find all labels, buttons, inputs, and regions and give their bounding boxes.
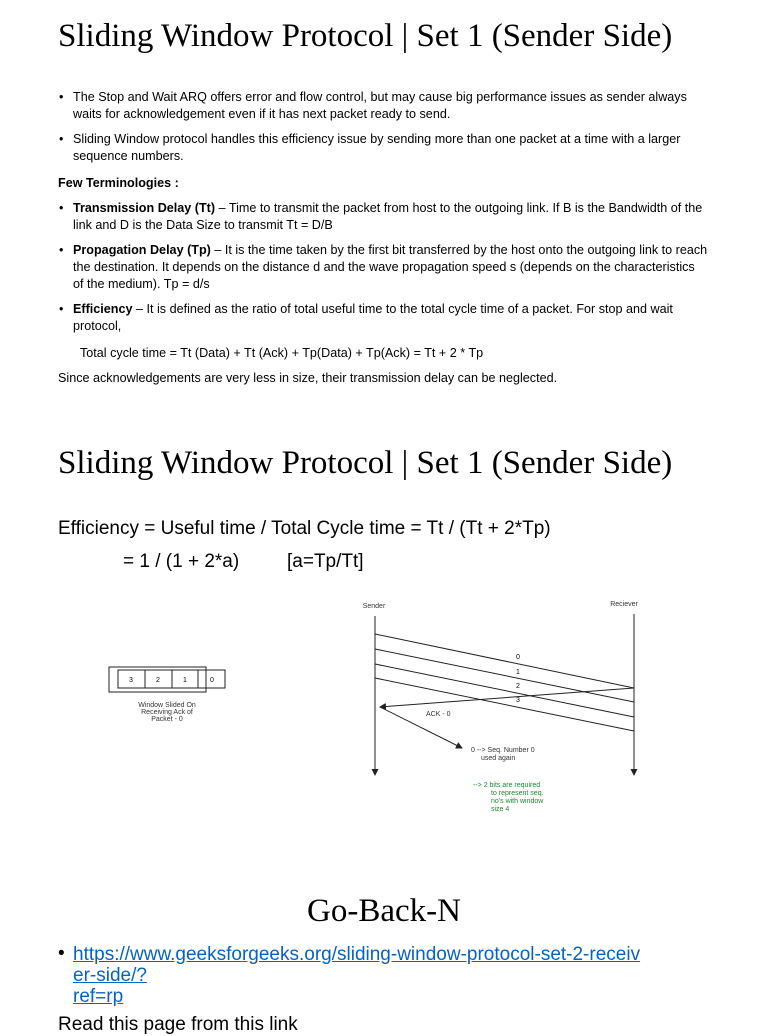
bits-note-line2: to represent seq. xyxy=(491,790,544,797)
window-caption-line1: Window Slided On xyxy=(138,702,196,709)
bits-note-line4: size 4 xyxy=(491,806,510,813)
efficiency-formula: Efficiency = Useful time / Total Cycle time = Tt / (Tt + 2*Tp) xyxy=(58,518,551,539)
intro-bullet-list xyxy=(58,89,708,173)
term-label: Propagation Delay (Tp) xyxy=(73,243,211,257)
slide1-title: Sliding Window Protocol | Set 1 (Sender Side) xyxy=(58,18,673,54)
term-label: Transmission Delay (Tt) xyxy=(73,201,216,215)
window-cell-2: 2 xyxy=(156,677,160,684)
bits-note-line3: no's with window xyxy=(491,798,544,805)
intro-bullet-sliding-window: • Sliding Window protocol handles this efficiency issue by sending more than one packet at a time with a larger sequence numbers. xyxy=(58,131,708,165)
link-line-3: ref=rp xyxy=(73,986,124,1007)
ack-0-label: ACK - 0 xyxy=(426,711,451,718)
packet-0-line xyxy=(375,634,634,688)
window-cell-1: 1 xyxy=(183,677,187,684)
efficiency-formula-simplified: = 1 / (1 + 2*a) xyxy=(123,551,240,572)
link-line-1: https://www.geeksforgeeks.org/sliding-window-protocol-set-2-receiv xyxy=(73,944,641,965)
packet-1-line xyxy=(375,649,634,702)
packet-1-label: 1 xyxy=(516,669,520,676)
cycle-time-formula: Total cycle time = Tt (Data) + Tt (Ack) + Tp(Data) + Tp(Ack) = Tt + 2 * Tp xyxy=(80,346,484,360)
term-efficiency xyxy=(58,301,708,335)
seq-note-line1: 0 --> Seq. Number 0 xyxy=(471,747,535,754)
term-definition: – Time to transmit the packet from host to the outgoing link. If B is the Bandwidth of the link and D is the Data Size to transmit Tt = D/B xyxy=(73,201,703,232)
receiver-label: Reciever xyxy=(610,601,638,608)
window-cell-0: 0 xyxy=(210,677,214,684)
reference-link-list xyxy=(58,944,718,1007)
partial-text-line: Read this page from this link xyxy=(58,1014,298,1035)
bits-note-line1: --> 2 bits are required xyxy=(473,782,541,789)
slide2-title: Sliding Window Protocol | Set 1 (Sender Side) xyxy=(58,445,673,481)
window-cell-3: 3 xyxy=(129,677,133,684)
reference-link-item xyxy=(58,944,718,1007)
link-line-2: er-side/? xyxy=(73,965,147,986)
term-definition: – It is the time taken by the first bit transferred by the host onto the outgoing link to reach the destination. It depends on the distance d and the wave propagation speed s (depends on the characteristics of the medium). Tp = d/s xyxy=(73,243,708,291)
window-caption-line3: Packet - 0 xyxy=(151,716,183,723)
window-caption-line2: Receiving Ack of xyxy=(141,709,193,716)
ack-delay-note: Since acknowledgements are very less in size, their transmission delay can be neglected. xyxy=(58,371,558,385)
sender-label: Sender xyxy=(362,603,386,610)
sliding-window-diagram xyxy=(100,590,680,830)
term-definition: – It is defined as the ratio of total useful time to the total cycle time of a packet. For stop and wait protocol, xyxy=(73,302,673,333)
packet-2-label: 2 xyxy=(516,683,520,690)
term-transmission-delay xyxy=(58,200,708,234)
geeksforgeeks-link[interactable] xyxy=(73,944,640,1007)
seq-note-line2: used again xyxy=(481,755,516,762)
packet-3-label: 3 xyxy=(516,697,520,704)
packet-0-label: 0 xyxy=(516,654,520,661)
slide3-title: Go-Back-N xyxy=(307,893,461,929)
terminology-heading: Few Terminologies : xyxy=(58,176,179,190)
terminology-list xyxy=(58,200,708,343)
term-propagation-delay xyxy=(58,242,708,293)
term-label: Efficiency xyxy=(73,302,133,316)
intro-bullet-stop-and-wait: • The Stop and Wait ARQ offers error and flow control, but may cause big performance issues as sender always waits for acknowledgement even if it has next packet ready to send. xyxy=(58,89,708,123)
efficiency-a-definition: [a=Tp/Tt] xyxy=(287,551,364,572)
